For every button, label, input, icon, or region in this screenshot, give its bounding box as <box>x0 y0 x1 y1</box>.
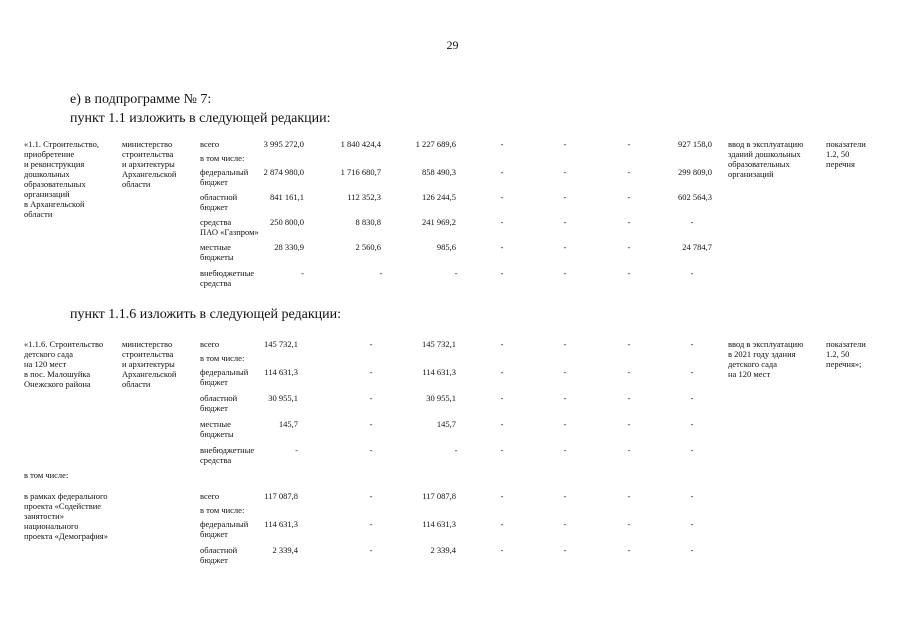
activity-name: области <box>24 209 53 219</box>
expected-result: детского сада <box>728 359 778 369</box>
year-cell: - <box>627 167 631 177</box>
year-cell: - <box>369 367 373 377</box>
executor: области <box>122 379 151 389</box>
indicators: 1.2, 50 <box>826 149 850 159</box>
activity-name: дошкольных <box>24 169 70 179</box>
point-1-1-heading: пункт 1.1 изложить в следующей редакции: <box>70 111 331 126</box>
total-cell: 145,7 <box>278 419 298 429</box>
year-cell: - <box>690 545 694 555</box>
year-cell: - <box>627 367 631 377</box>
year-cell: 985,6 <box>436 242 456 252</box>
expected-result: на 120 мест <box>728 369 771 379</box>
funding-source: бюджет <box>200 202 228 212</box>
year-cell: - <box>627 192 631 202</box>
total-cell: 28 330,9 <box>274 242 304 252</box>
activity-name: и реконструкция <box>24 159 85 169</box>
indicators: показатели <box>826 339 866 349</box>
funding-source: местные <box>200 419 231 429</box>
funding-source: бюджет <box>200 555 228 565</box>
activity-name: в Архангельской <box>24 199 85 209</box>
activity-name: «1.1.6. Строительство <box>24 339 104 349</box>
activity-name: организаций <box>24 189 70 199</box>
year-cell: 1 227 689,6 <box>415 139 456 149</box>
executor: Архангельской <box>122 369 177 379</box>
funding-source: бюджеты <box>200 429 234 439</box>
including-label: в том числе: <box>24 470 69 480</box>
year-cell: - <box>690 393 694 403</box>
year-cell: - <box>369 419 373 429</box>
funding-source: областной <box>200 393 238 403</box>
year-cell: 114 631,3 <box>422 367 456 377</box>
year-cell: - <box>369 393 373 403</box>
year-cell: - <box>563 167 567 177</box>
funding-source: федеральный <box>200 367 249 377</box>
year-cell: 117 087,8 <box>422 491 456 501</box>
year-cell: - <box>563 139 567 149</box>
year-cell: 8 830,8 <box>355 217 381 227</box>
funding-source: в том числе: <box>200 153 245 163</box>
year-cell: - <box>563 393 567 403</box>
year-cell: - <box>369 339 373 349</box>
year-cell: - <box>690 339 694 349</box>
activity-name: «1.1. Строительство, <box>24 139 99 149</box>
year-cell: - <box>500 367 504 377</box>
year-cell: - <box>500 339 504 349</box>
funding-source: всего <box>200 491 220 501</box>
year-cell: - <box>627 339 631 349</box>
year-cell: - <box>627 268 631 278</box>
activity-name: Онежского района <box>24 379 91 389</box>
executor: и архитектуры <box>122 359 175 369</box>
year-cell: 112 352,3 <box>347 192 381 202</box>
page-number: 29 <box>446 38 459 52</box>
year-cell: 927 158,0 <box>678 139 712 149</box>
year-cell: - <box>500 167 504 177</box>
total-cell: 2 874 980,0 <box>263 167 304 177</box>
year-cell: - <box>627 491 631 501</box>
executor: и архитектуры <box>122 159 175 169</box>
funding-source: внебюджетные <box>200 445 255 455</box>
year-cell: 241 969,2 <box>422 217 456 227</box>
activity-name: детского сада <box>24 349 74 359</box>
year-cell: 145,7 <box>436 419 456 429</box>
total-cell: 3 995 272,0 <box>263 139 304 149</box>
funding-source: областной <box>200 545 238 555</box>
total-cell: 114 631,3 <box>264 519 298 529</box>
subproject-name: национального <box>24 521 79 531</box>
funding-source: средства <box>200 455 232 465</box>
year-cell: 2 560,6 <box>355 242 381 252</box>
year-cell: 145 732,1 <box>422 339 456 349</box>
funding-source: местные <box>200 242 231 252</box>
subproject-name: проекта «Демография» <box>24 531 108 541</box>
funding-source: бюджет <box>200 403 228 413</box>
year-cell: - <box>369 445 373 455</box>
year-cell: - <box>690 519 694 529</box>
year-cell: - <box>563 545 567 555</box>
year-cell: - <box>690 367 694 377</box>
year-cell: - <box>563 445 567 455</box>
executor: строительства <box>122 149 174 159</box>
expected-result: в 2021 году здания <box>728 349 796 359</box>
year-cell: - <box>627 242 631 252</box>
year-cell: - <box>563 491 567 501</box>
indicators: перечня <box>826 159 855 169</box>
year-cell: - <box>500 491 504 501</box>
year-cell: - <box>500 268 504 278</box>
funding-source: в том числе: <box>200 505 245 515</box>
funding-source: в том числе: <box>200 353 245 363</box>
activity-name: на 120 мест <box>24 359 67 369</box>
executor: министерство <box>122 339 173 349</box>
year-cell: - <box>563 367 567 377</box>
year-cell: - <box>369 519 373 529</box>
year-cell: - <box>563 217 567 227</box>
year-cell: - <box>690 491 694 501</box>
funding-source: бюджет <box>200 377 228 387</box>
year-cell: 1 716 680,7 <box>340 167 381 177</box>
funding-source: бюджет <box>200 177 228 187</box>
expected-result: ввод в эксплуатацию <box>728 139 804 149</box>
year-cell: 126 244,5 <box>422 192 456 202</box>
year-cell: - <box>500 419 504 429</box>
year-cell: - <box>627 419 631 429</box>
year-cell: 1 840 424,4 <box>340 139 381 149</box>
funding-source: федеральный <box>200 519 249 529</box>
funding-source: всего <box>200 139 220 149</box>
funding-source: средства <box>200 217 232 227</box>
year-cell: - <box>563 339 567 349</box>
year-cell: - <box>500 545 504 555</box>
indicators: перечня»; <box>826 359 862 369</box>
year-cell: - <box>563 419 567 429</box>
total-cell: 145 732,1 <box>264 339 298 349</box>
expected-result: ввод в эксплуатацию <box>728 339 804 349</box>
expected-result: зданий дошкольных <box>728 149 801 159</box>
funding-source: бюджеты <box>200 252 234 262</box>
funding-source: бюджет <box>200 529 228 539</box>
executor: области <box>122 179 151 189</box>
executor: строительства <box>122 349 174 359</box>
year-cell: 2 339,4 <box>430 545 456 555</box>
year-cell: - <box>690 217 694 227</box>
year-cell: - <box>500 393 504 403</box>
year-cell: - <box>379 268 383 278</box>
year-cell: 299 809,0 <box>678 167 712 177</box>
year-cell: - <box>627 519 631 529</box>
year-cell: - <box>627 393 631 403</box>
year-cell: - <box>690 445 694 455</box>
activity-name: приобретение <box>24 149 75 159</box>
year-cell: 602 564,3 <box>678 192 712 202</box>
indicators: 1.2, 50 <box>826 349 850 359</box>
subproject-name: проекта «Содействие <box>24 501 102 511</box>
total-cell: 250 800,0 <box>270 217 304 227</box>
activity-name: образовательных <box>24 179 86 189</box>
total-cell: 117 087,8 <box>264 491 298 501</box>
year-cell: - <box>500 445 504 455</box>
year-cell: - <box>627 545 631 555</box>
expected-result: организаций <box>728 169 774 179</box>
total-cell: 841 161,1 <box>270 192 304 202</box>
year-cell: - <box>500 242 504 252</box>
subproject-name: в рамках федерального <box>24 491 108 501</box>
year-cell: - <box>627 139 631 149</box>
total-cell: - <box>301 268 304 278</box>
total-cell: 2 339,4 <box>272 545 298 555</box>
year-cell: - <box>690 268 694 278</box>
year-cell: - <box>369 545 373 555</box>
year-cell: - <box>500 217 504 227</box>
year-cell: - <box>500 192 504 202</box>
year-cell: 30 955,1 <box>426 393 456 403</box>
year-cell: - <box>563 268 567 278</box>
year-cell: - <box>627 217 631 227</box>
funding-source: внебюджетные <box>200 268 255 278</box>
funding-source: ПАО «Газпром» <box>200 227 259 237</box>
year-cell: 858 490,3 <box>422 167 456 177</box>
year-cell: - <box>500 139 504 149</box>
year-cell: - <box>454 445 458 455</box>
funding-source: всего <box>200 339 220 349</box>
funding-source: федеральный <box>200 167 249 177</box>
year-cell: - <box>563 519 567 529</box>
indicators: показатели <box>826 139 866 149</box>
subprogram-heading: е) в подпрограмме № 7: <box>70 92 212 107</box>
total-cell: - <box>295 445 298 455</box>
expected-result: образовательных <box>728 159 790 169</box>
executor: Архангельской <box>122 169 177 179</box>
year-cell: - <box>563 242 567 252</box>
year-cell: - <box>627 445 631 455</box>
activity-name: в пос. Малошуйка <box>24 369 91 379</box>
executor: министерство <box>122 139 173 149</box>
point-1-1-6-heading: пункт 1.1.6 изложить в следующей редакции: <box>70 307 341 322</box>
year-cell: - <box>454 268 458 278</box>
year-cell: 114 631,3 <box>422 519 456 529</box>
year-cell: 24 784,7 <box>682 242 712 252</box>
year-cell: - <box>690 419 694 429</box>
year-cell: - <box>369 491 373 501</box>
subproject-name: занятости» <box>24 511 64 521</box>
funding-source: средства <box>200 278 232 288</box>
total-cell: 30 955,1 <box>268 393 298 403</box>
total-cell: 114 631,3 <box>264 367 298 377</box>
funding-source: областной <box>200 192 238 202</box>
year-cell: - <box>563 192 567 202</box>
year-cell: - <box>500 519 504 529</box>
